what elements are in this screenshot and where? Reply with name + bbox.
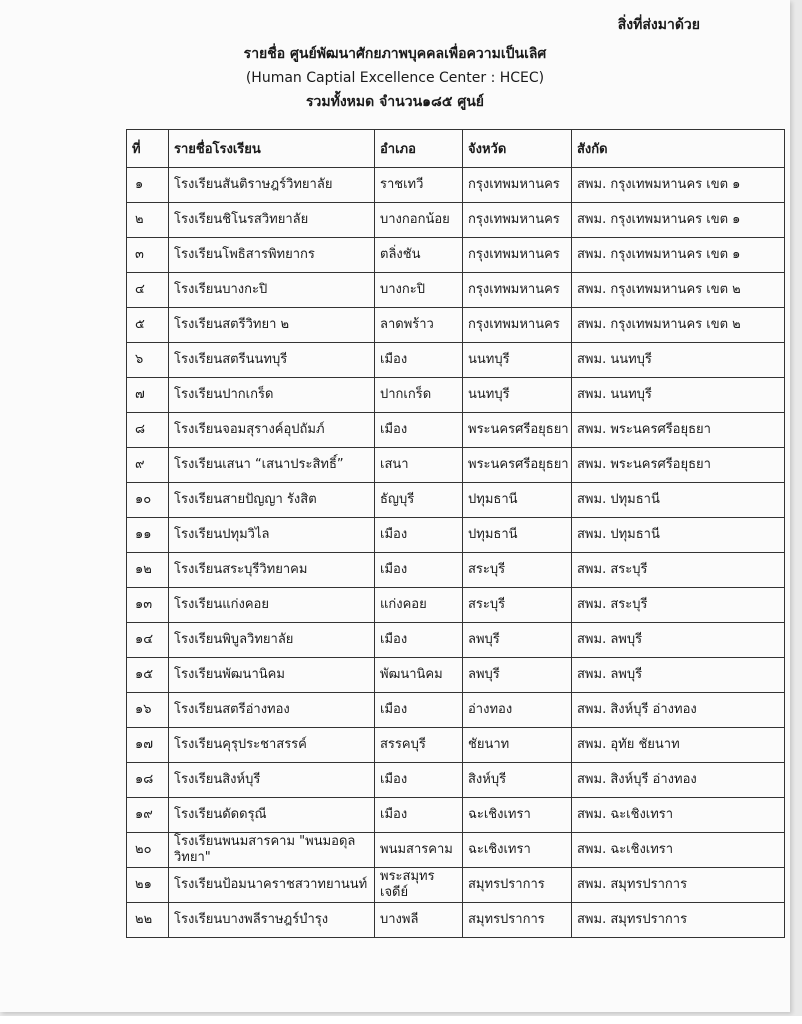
cell-province: ฉะเชิงเทรา [463, 798, 572, 833]
cell-school: โรงเรียนสตรีนนทบุรี [169, 343, 375, 378]
title-line-1: รายชื่อ ศูนย์พัฒนาศักยภาพบุคคลเพื่อความเป็นเลิศ [243, 46, 547, 62]
cell-district: แก่งคอย [375, 588, 463, 623]
cell-affiliation: สพม. พระนครศรีอยุธยา [572, 413, 785, 448]
cell-school: โรงเรียนป้อมนาคราชสวาทยานนท์ [169, 868, 375, 903]
cell-district: พนมสารคาม [375, 833, 463, 868]
cell-school: โรงเรียนพัฒนานิคม [169, 658, 375, 693]
cell-affiliation: สพม. กรุงเทพมหานคร เขต ๑ [572, 203, 785, 238]
cell-affiliation: สพม. นนทบุรี [572, 378, 785, 413]
table-row [127, 413, 785, 448]
table-row [127, 833, 785, 868]
cell-no: ๕ [127, 308, 169, 343]
cell-province: ปทุมธานี [463, 483, 572, 518]
next-page-edge [0, 1016, 802, 1024]
cell-no: ๑๘ [127, 763, 169, 798]
cell-school: โรงเรียนสันติราษฎร์วิทยาลัย [169, 168, 375, 203]
cell-school: โรงเรียนบางพลีราษฎร์บำรุง [169, 903, 375, 938]
cell-district: เมือง [375, 623, 463, 658]
table-header-row [127, 130, 785, 168]
cell-district: ตลิ่งชัน [375, 238, 463, 273]
enclosure-label: สิ่งที่ส่งมาด้วย [617, 17, 700, 33]
cell-province: สมุทรปราการ [463, 903, 572, 938]
cell-school: โรงเรียนสิงห์บุรี [169, 763, 375, 798]
cell-no: ๒๐ [127, 833, 169, 868]
cell-no: ๑๙ [127, 798, 169, 833]
header-district: อำเภอ [375, 130, 463, 168]
table-row [127, 623, 785, 658]
cell-school: โรงเรียนแก่งคอย [169, 588, 375, 623]
cell-affiliation: สพม. กรุงเทพมหานคร เขต ๒ [572, 273, 785, 308]
header-province: จังหวัด [463, 130, 572, 168]
table-row [127, 483, 785, 518]
cell-province: กรุงเทพมหานคร [463, 238, 572, 273]
cell-no: ๙ [127, 448, 169, 483]
cell-school: โรงเรียนสตรีวิทยา ๒ [169, 308, 375, 343]
cell-affiliation: สพม. ปทุมธานี [572, 518, 785, 553]
cell-province: นนทบุรี [463, 378, 572, 413]
cell-district: พัฒนานิคม [375, 658, 463, 693]
cell-no: ๑๔ [127, 623, 169, 658]
cell-no: ๓ [127, 238, 169, 273]
cell-affiliation: สพม. สมุทรปราการ [572, 868, 785, 903]
cell-affiliation: สพม. สระบุรี [572, 553, 785, 588]
cell-district: เมือง [375, 518, 463, 553]
cell-affiliation: สพม. กรุงเทพมหานคร เขต ๑ [572, 168, 785, 203]
cell-affiliation: สพม. สระบุรี [572, 588, 785, 623]
table-row [127, 588, 785, 623]
cell-district: บางพลี [375, 903, 463, 938]
cell-province: อ่างทอง [463, 693, 572, 728]
cell-no: ๗ [127, 378, 169, 413]
cell-province: สมุทรปราการ [463, 868, 572, 903]
cell-school: โรงเรียนโพธิสารพิทยากร [169, 238, 375, 273]
table-row [127, 308, 785, 343]
table-row [127, 203, 785, 238]
cell-province: ลพบุรี [463, 623, 572, 658]
cell-affiliation: สพม. กรุงเทพมหานคร เขต ๒ [572, 308, 785, 343]
cell-affiliation: สพม. ปทุมธานี [572, 483, 785, 518]
cell-province: กรุงเทพมหานคร [463, 273, 572, 308]
table-row [127, 868, 785, 903]
cell-province: กรุงเทพมหานคร [463, 203, 572, 238]
cell-province: กรุงเทพมหานคร [463, 168, 572, 203]
cell-affiliation: สพม. สมุทรปราการ [572, 903, 785, 938]
cell-province: ฉะเชิงเทรา [463, 833, 572, 868]
cell-province: นนทบุรี [463, 343, 572, 378]
cell-district: เสนา [375, 448, 463, 483]
title-line-2: (Human Captial Excellence Center : HCEC) [245, 70, 545, 86]
table-body [127, 168, 785, 938]
cell-school: โรงเรียนคุรุประชาสรรค์ [169, 728, 375, 763]
cell-no: ๑๖ [127, 693, 169, 728]
cell-no: ๔ [127, 273, 169, 308]
cell-school: โรงเรียนบางกะปิ [169, 273, 375, 308]
school-table [126, 129, 785, 938]
cell-school: โรงเรียนสระบุรีวิทยาคม [169, 553, 375, 588]
cell-district: เมือง [375, 553, 463, 588]
cell-affiliation: สพม. นนทบุรี [572, 343, 785, 378]
table-row [127, 168, 785, 203]
cell-affiliation: สพม. ลพบุรี [572, 658, 785, 693]
cell-school: โรงเรียนพิบูลวิทยาลัย [169, 623, 375, 658]
cell-province: ชัยนาท [463, 728, 572, 763]
cell-affiliation: สพม. ลพบุรี [572, 623, 785, 658]
cell-province: พระนครศรีอยุธยา [463, 413, 572, 448]
table-row [127, 273, 785, 308]
cell-province: สระบุรี [463, 553, 572, 588]
cell-no: ๒๒ [127, 903, 169, 938]
table-row [127, 658, 785, 693]
cell-no: ๒๑ [127, 868, 169, 903]
table-row [127, 378, 785, 413]
cell-school: โรงเรียนปทุมวิไล [169, 518, 375, 553]
cell-school: โรงเรียนดัดดรุณี [169, 798, 375, 833]
cell-no: ๑๕ [127, 658, 169, 693]
cell-district: ราชเทวี [375, 168, 463, 203]
cell-affiliation: สพม. ฉะเชิงเทรา [572, 833, 785, 868]
cell-no: ๑๗ [127, 728, 169, 763]
table-row [127, 693, 785, 728]
table-row [127, 903, 785, 938]
cell-district: เมือง [375, 798, 463, 833]
cell-province: พระนครศรีอยุธยา [463, 448, 572, 483]
header-affiliation: สังกัด [572, 130, 785, 168]
cell-no: ๒ [127, 203, 169, 238]
cell-school: โรงเรียนพนมสารคาม "พนมอดุลวิทยา" [169, 833, 375, 868]
table-row [127, 763, 785, 798]
cell-affiliation: สพม. สิงห์บุรี อ่างทอง [572, 693, 785, 728]
cell-school: โรงเรียนเสนา “เสนาประสิทธิ์” [169, 448, 375, 483]
cell-school: โรงเรียนสายปัญญา รังสิต [169, 483, 375, 518]
table-row [127, 728, 785, 763]
cell-district: เมือง [375, 343, 463, 378]
document-heading [0, 42, 790, 114]
table-row [127, 238, 785, 273]
cell-province: สระบุรี [463, 588, 572, 623]
cell-district: บางกะปิ [375, 273, 463, 308]
cell-school: โรงเรียนปากเกร็ด [169, 378, 375, 413]
cell-district: ปากเกร็ด [375, 378, 463, 413]
cell-province: ปทุมธานี [463, 518, 572, 553]
cell-province: กรุงเทพมหานคร [463, 308, 572, 343]
cell-no: ๑๐ [127, 483, 169, 518]
cell-affiliation: สพม. พระนครศรีอยุธยา [572, 448, 785, 483]
cell-district: เมือง [375, 693, 463, 728]
cell-affiliation: สพม. กรุงเทพมหานคร เขต ๑ [572, 238, 785, 273]
cell-no: ๑๑ [127, 518, 169, 553]
cell-district: สรรคบุรี [375, 728, 463, 763]
title-line-3: รวมทั้งหมด จำนวน๑๘๕ ศูนย์ [306, 94, 484, 110]
cell-affiliation: สพม. ฉะเชิงเทรา [572, 798, 785, 833]
header-school: รายชื่อโรงเรียน [169, 130, 375, 168]
table-row [127, 343, 785, 378]
cell-district: เมือง [375, 763, 463, 798]
cell-district: บางกอกน้อย [375, 203, 463, 238]
cell-school: โรงเรียนสตรีอ่างทอง [169, 693, 375, 728]
cell-no: ๑๒ [127, 553, 169, 588]
cell-district: พระสมุทรเจดีย์ [375, 868, 463, 903]
table-row [127, 448, 785, 483]
table-row [127, 553, 785, 588]
cell-district: ธัญบุรี [375, 483, 463, 518]
cell-no: ๑๓ [127, 588, 169, 623]
cell-affiliation: สพม. สิงห์บุรี อ่างทอง [572, 763, 785, 798]
cell-no: ๘ [127, 413, 169, 448]
cell-affiliation: สพม. อุทัย ชัยนาท [572, 728, 785, 763]
cell-province: ลพบุรี [463, 658, 572, 693]
cell-district: เมือง [375, 413, 463, 448]
cell-district: ลาดพร้าว [375, 308, 463, 343]
table-row [127, 518, 785, 553]
cell-school: โรงเรียนชิโนรสวิทยาลัย [169, 203, 375, 238]
cell-school: โรงเรียนจอมสุรางค์อุปถัมภ์ [169, 413, 375, 448]
cell-no: ๖ [127, 343, 169, 378]
table-row [127, 798, 785, 833]
header-no: ที่ [127, 130, 169, 168]
cell-no: ๑ [127, 168, 169, 203]
cell-province: สิงห์บุรี [463, 763, 572, 798]
